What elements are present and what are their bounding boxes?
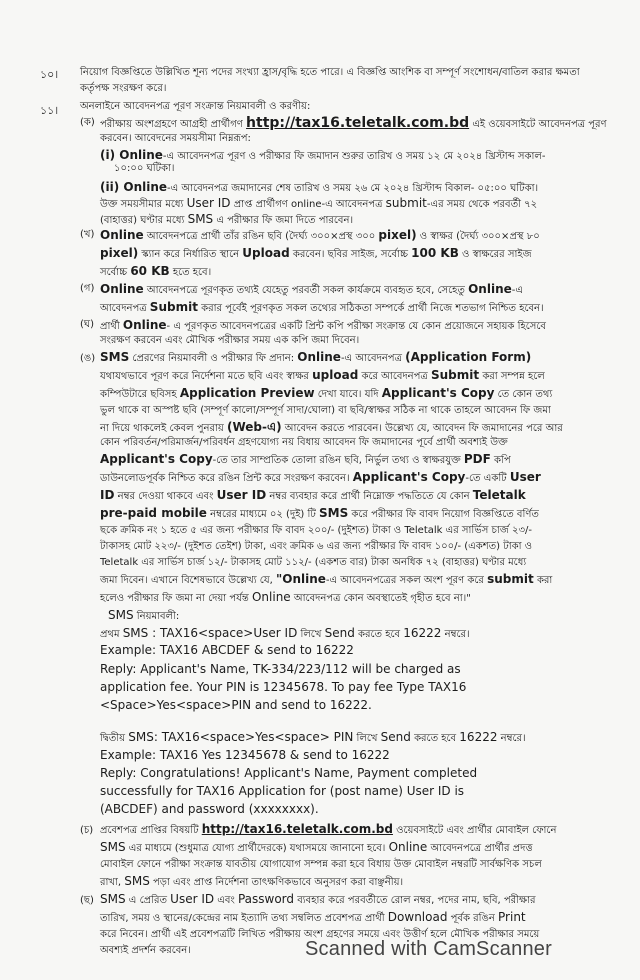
item-marker: (ঙ): [80, 353, 96, 364]
section-number: ১০।: [40, 68, 59, 81]
item-marker: (ছ): [80, 895, 94, 906]
paragraph-line: রাখা, SMS পড়া এবং প্রাপ্ত নির্দেশনা তাৎক্ষণিকভাবে অনুসরণ করা বাঞ্ছনীয়।: [100, 874, 404, 888]
paragraph-line: নিয়োগ বিজ্ঞপ্তিতে উল্লিখিত শূন্য পদের সংখ্যা হ্রাস/বৃদ্ধি হতে পারে। এ বিজ্ঞপ্তি আংশিক বা সম্পূর্ণ সংশোধন/বাতিল করার ক্ষমতা: [80, 67, 580, 78]
paragraph-line: সর্বোচ্চ 60 KB হতে হবে।: [100, 264, 212, 278]
paragraph-line: প্রার্থী Online- এ পূরণকৃত আবেদনপত্রের একটি প্রিন্ট কপি পরীক্ষা সংক্রান্ত যে কোন প্রয়োজনে সহায়ক হিসেবে: [100, 318, 546, 332]
paragraph-line: অবশ্যই প্রদর্শন করবেন।: [100, 945, 191, 956]
item-marker: (চ): [80, 825, 94, 836]
paragraph-line: SMS এ প্রেরিত User ID এবং Password ব্যবহার করে পরবর্তীতে রোল নম্বর, পদের নাম, ছবি, পরীক্ষার: [100, 892, 536, 906]
paragraph-line: Teletalk এর সার্ভিস চার্জ ১২/- টাকাসহ মোট ১১২/- (একশত বার) টাকা অনধিক ৭২ (বাহাত্তর) ঘণ্টার মধ্যে: [100, 557, 527, 568]
sms-reply: application fee. Your PIN is 12345678. To pay fee Type TAX16: [100, 680, 467, 694]
paragraph-line: করবেন। আবেদনের সময়সীমা নিম্নরূপ:: [100, 133, 251, 144]
paragraph-line: SMS এর মাধ্যমে (শুধুমাত্র যোগ্য প্রার্থীদেরকে) যথাসময়ে জানানো হবে। Online আবেদনপত্রে প্রার্থীর প্রদত্ত: [100, 840, 533, 854]
paragraph-line: হলেও পরীক্ষার ফি জমা না দেয়া পর্যন্ত Online আবেদনপত্র কোন অবস্থাতেই গৃহীত হবে না।": [100, 590, 471, 604]
paragraph-line: Online আবেদনপত্রে প্রার্থী তাঁর রঙিন ছবি (দৈর্ঘ্য ৩০০×প্রস্থ ৩০০ pixel) ও স্বাক্ষর (দৈর্ঘ্য ৩০০×প্রস্থ ৮০: [100, 228, 540, 242]
website-link[interactable]: http://tax16.teletalk.com.bd: [201, 822, 393, 836]
paragraph-line: সংরক্ষণ করবেন এবং মৌখিক পরীক্ষার সময় এক কপি জমা দিবেন।: [100, 335, 360, 346]
item-marker: (গ): [80, 283, 95, 294]
paragraph-line: কোন পরিবর্তন/পরিমার্জন/পরিবর্ধন গ্রহণযোগ্য নয় বিধায় আবেদন ফি জমাদানের পূর্বে প্রার্থী অবশ্যই উক্ত: [100, 437, 508, 448]
sms-rules-title: SMS নিয়মাবলী:: [108, 608, 180, 622]
sms-example: Example: TAX16 ABCDEF & send to 16222: [100, 643, 354, 657]
paragraph-line: কর্তৃপক্ষ সংরক্ষণ করে।: [80, 83, 167, 94]
paragraph-line: pixel) স্ক্যান করে নির্ধারিত স্থানে Upload করবেন। ছবির সাইজ, সর্বোচ্চ 100 KB ও স্বাক্ষরের সাইজ: [100, 246, 532, 260]
sms-reply: Reply: Congratulations! Applicant's Name, Payment completed: [100, 766, 478, 780]
paragraph-line: করে নিবেন। প্রার্থী এই প্রবেশপত্রটি লিখিত পরীক্ষায় অংশ গ্রহণের সময়ে এবং উত্তীর্ণ হলে মৌখিক পরীক্ষার সময়ে: [100, 929, 540, 940]
sms-reply: (ABCDEF) and password (xxxxxxxx).: [100, 802, 319, 816]
sms-second-instruction: দ্বিতীয় SMS: TAX16<space>Yes<space> PIN লিখে Send করতে হবে 16222 নম্বরে।: [100, 730, 526, 744]
paragraph-line: কম্পিউটারে ছবিসহ Application Preview দেখা যাবে। যদি Applicant's Copy তে কোন তথ্য: [100, 386, 553, 400]
paragraph-line: (ii) Online-এ আবেদনপত্র জমাদানের শেষ তারিখ ও সময় ২৬ মে ২০২৪ খ্রিস্টাব্দ বিকাল- ০৫:০০ ঘটিকা।: [100, 180, 539, 194]
paragraph-line: ছকে ক্রমিক নং ১ হতে ৫ এর জন্য পরীক্ষার ফি বাবদ ২০০/- (দুইশত) টাকা ও Teletalk এর সার্ভিস চার্জ ২৩/-: [100, 525, 532, 536]
paragraph-line: প্রবেশপত্র প্রাপ্তির বিষয়টি http://tax16.teletalk.com.bd ওয়েবসাইটে এবং প্রার্থীর মোবাইল ফোনে: [100, 822, 557, 836]
paragraph-line: উক্ত সময়সীমার মধ্যে User ID প্রাপ্ত প্রার্থীগণ online-এ আবেদনপত্র submit-এর সময় থেকে পরবর্তী ৭২: [100, 196, 538, 210]
paragraph-line: (i) Online-এ আবেদনপত্র পূরণ ও পরীক্ষার ফি জমাদান শুরুর তারিখ ও সময় ১২ মে ২০২৪ খ্রিস্টাব্দ সকাল-: [100, 148, 546, 162]
paragraph-line: pre-paid mobile নম্বরের মাধ্যমে ০২ (দুই) টি SMS করে পরীক্ষার ফি বাবদ নিয়োগ বিজ্ঞপ্তিতে বর্ণিত: [100, 506, 539, 520]
paragraph-line: পরীক্ষায় অংশগ্রহণে আগ্রহী প্রার্থীগণ http://tax16.teletalk.com.bd এই ওয়েবসাইটে আবেদনপত্র পূরণ: [100, 115, 607, 131]
section-heading: অনলাইনে আবেদনপত্র পূরণ সংক্রান্ত নিয়মাবলী ও করণীয়:: [80, 101, 311, 112]
section-number: ১১।: [40, 104, 59, 117]
item-marker: (ক): [80, 117, 95, 128]
paragraph-line: Applicant's Copy-তে তার সাম্প্রতিক তোলা রঙিন ছবি, নির্ভুল তথ্য ও স্বাক্ষরযুক্ত PDF কপি: [100, 452, 511, 466]
paragraph-line: SMS প্রেরণের নিয়মাবলী ও পরীক্ষার ফি প্রদান: Online-এ আবেদনপত্র (Application Form): [100, 350, 532, 364]
item-marker: (ঘ): [80, 319, 94, 330]
paragraph-line: যথাযথভাবে পূরণ করে নির্দেশনা মতে ছবি এবং স্বাক্ষর upload করে আবেদনপত্র Submit করা সম্পন্ন হলে: [100, 368, 545, 382]
paragraph-line: না দিয়ে থাকলেই কেবল পুনরায় (Web-এ) আবেদন করতে পারবেন। উল্লেখ্য যে, আবেদন ফি জমাদানের পরে আর: [100, 420, 563, 434]
sms-first-instruction: প্রথম SMS : TAX16<space>User ID লিখে Send করতে হবে 16222 নম্বরে।: [100, 626, 470, 640]
paragraph-line: মোবাইল ফোনে পরীক্ষা সংক্রান্ত যাবতীয় যোগাযোগ সম্পন্ন করা হবে বিধায় উক্ত মোবাইল নম্বরটি সার্বক্ষণিক সচল: [100, 859, 542, 870]
sms-reply: successfully for TAX16 Application for (post name) User ID is: [100, 784, 465, 798]
paragraph-line: ভুল থাকে বা অস্পষ্ট ছবি (সম্পূর্ণ কালো/সম্পূর্ণ সাদা/ঘোলা) বা ছবি/স্বাক্ষর সঠিক না থাকে তাহলে আবেদন ফি জমা: [100, 405, 551, 416]
paragraph-line: জমা দিবেন। এখানে বিশেষভাবে উল্লেখ্য যে, "Online-এ আবেদনপত্রের সকল অংশ পূরণ করে submit করা: [100, 572, 553, 586]
sms-reply: Reply: Applicant's Name, TK-334/223/112 will be charged as: [100, 662, 461, 676]
paragraph-line: টাকাসহ মোট ২২৩/- (দুইশত তেইশ) টাকা, এবং ক্রমিক ৬ এর জন্য পরীক্ষার ফি বাবদ ১০০/- (একশত) টাকা ও: [100, 541, 533, 552]
paragraph-line: আবেদনপত্র Submit করার পূর্বেই পূরণকৃত সকল তথ্যের সঠিকতা সম্পর্কে প্রার্থী নিজে শতভাগ নিশ্চিত হবেন।: [100, 300, 544, 314]
paragraph-line: Online আবেদনপত্রে পূরণকৃত তথ্যই যেহেতু পরবর্তী সকল কার্যক্রমে ব্যবহৃত হবে, সেহেতু Online-এ: [100, 282, 523, 296]
scanner-watermark: Scanned with CamScanner: [305, 938, 552, 960]
sms-example: Example: TAX16 Yes 12345678 & send to 16222: [100, 748, 390, 762]
paragraph-line: ডাউনলোডপূর্বক নিশ্চিত করে রঙিন প্রিন্ট করে সংরক্ষণ করবেন। Applicant's Copy-তে একটি User: [100, 470, 541, 484]
sms-reply: <Space>Yes<space>PIN and send to 16222.: [100, 698, 372, 712]
item-marker: (খ): [80, 229, 95, 240]
website-link[interactable]: http://tax16.teletalk.com.bd: [246, 115, 470, 131]
paragraph-line: ID নম্বর দেওয়া থাকবে এবং User ID নম্বর ব্যবহার করে প্রার্থী নিম্নোক্ত পদ্ধতিতে যে কোন Teletalk: [100, 488, 526, 502]
paragraph-line: তারিখ, সময় ও স্থানের/কেন্দ্রের নাম ইত্যাদি তথ্য সম্বলিত প্রবেশপত্র প্রার্থী Download পূর্বক রঙিন Print: [100, 910, 526, 924]
paragraph-line: (বাহাত্তর) ঘণ্টার মধ্যে SMS এ পরীক্ষার ফি জমা দিতে পারবেন।: [100, 212, 354, 226]
paragraph-line: ১০:০০ ঘটিকা।: [114, 163, 175, 174]
